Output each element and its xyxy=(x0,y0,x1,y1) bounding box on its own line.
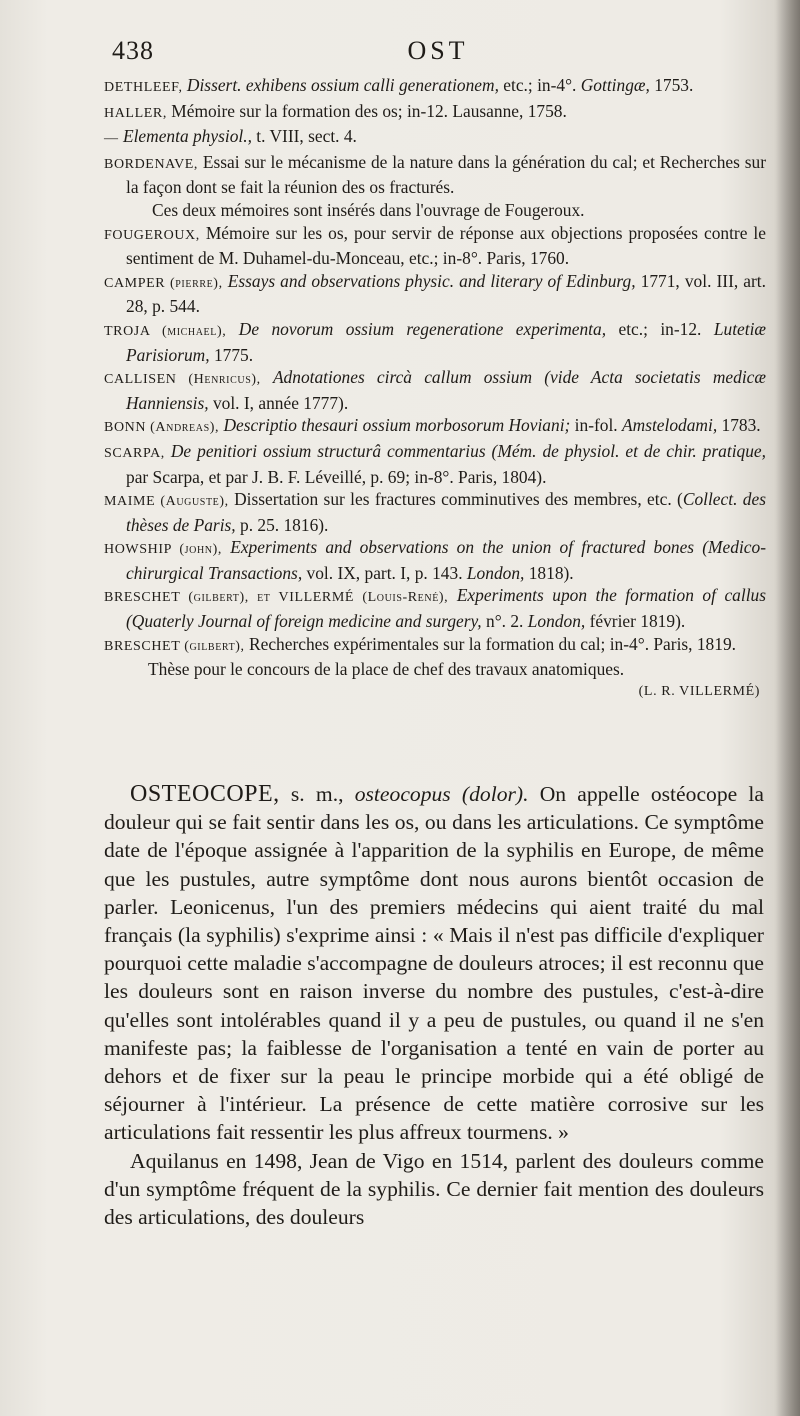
entry-details: Recherches expérimentales sur la formation du cal; in-4°. Paris, 1819. xyxy=(249,633,736,654)
entry-title: Experiments upon the formation of callus (Quaterly Journal of foreign medicine and surgery, xyxy=(126,585,766,632)
bibliography-entry xyxy=(104,536,766,584)
entry-title: De penitiori ossium structurâ commentarius (Mém. de physiol. et de chir. pratique, xyxy=(170,440,766,461)
entry-author: BRESCHET (gilbert), et VILLERMÉ (Louis-René), xyxy=(104,590,449,606)
entry-place: Collect. des thèses de Paris, xyxy=(126,489,766,535)
paragraph-text: On appelle ostéocope la douleur qui se fait sentir dans les os, ou dans les articulations. Ce symptôme date de l'époque assignée à l'apparition de la syphilis en Europe, de même que les pustules, autre symptôme dont nous aurons bientôt occasion de parler. Leonicenus, l'un des premiers médecins qui aient traité du mal français (la syphilis) s'exprime ainsi : « Mais il n'est pas difficile d'expliquer pourquoi cette maladie s'accompagne de douleurs atroces; il est reconnu que les douleurs sont en raison inverse du nombre des pustules, c'est-à-dire qu'elles sont intolérables quand il y a peu de pustules, ou quand il ne s'en manifeste pas; la faiblesse de l'organisation a tenté en vain de porter au dehors et de fixer sur la peau le principe morbide qui a été obligé de séjourner à l'intérieur. La présence de cette matière corrosive sur les articulations fait ressentir les plus affreux tourmens. » xyxy=(104,782,764,1145)
bibliography-entry xyxy=(104,74,766,100)
entry-author: — xyxy=(104,131,119,147)
latin-term: osteocopus (dolor). xyxy=(354,782,529,806)
entry-details: etc.; in-12. xyxy=(606,318,714,339)
headword: OSTEOCOPE, xyxy=(130,781,280,807)
bibliography-entry xyxy=(104,222,766,270)
entry-author: DETHLEEF, xyxy=(104,80,183,95)
bibliography-entry xyxy=(104,151,766,199)
entry-author: HALLER, xyxy=(104,105,167,121)
entry-place: Amstelodami, xyxy=(622,415,718,436)
entry-title: Essays and observations physic. and literary of Edinburg, xyxy=(227,270,636,291)
grammatical-note: s. m., xyxy=(279,782,355,806)
bibliography xyxy=(104,74,766,703)
entry-date: 1753. xyxy=(649,75,694,95)
article-paragraph xyxy=(104,780,764,1147)
entry-date: 1818). xyxy=(524,562,574,583)
article-paragraph xyxy=(104,1147,764,1232)
entry-author: MAIME (Auguste), xyxy=(104,494,229,510)
entry-author: CALLISEN (Henricus), xyxy=(104,372,261,388)
bibliography-entry xyxy=(104,318,766,366)
bibliography-entry xyxy=(104,414,766,440)
entry-details: 1771, vol. III, art. 28, p. 544. xyxy=(126,270,766,317)
entry-details: Mémoire sur la formation des os; in-12. Lausanne, 1758. xyxy=(171,100,567,121)
entry-title: Descriptio thesauri ossium morbosorum Hoviani; xyxy=(223,415,571,436)
page-gutter-shadow xyxy=(774,0,800,1416)
entry-author: TROJA (michael), xyxy=(104,323,227,339)
entry-details: vol. I, année 1777). xyxy=(208,392,349,413)
author-signature: (L. R. VILLERMÉ) xyxy=(638,683,760,699)
entry-place: Gottingæ, xyxy=(580,75,650,95)
running-head: OST xyxy=(407,36,469,65)
entry-title: Experiments and observations on the union of fractured bones (Medico-chirurgical Transactions, xyxy=(126,537,767,583)
entry-author: BONN (Andreas), xyxy=(104,420,220,436)
bibliography-entry xyxy=(104,366,766,414)
entry-title: De novorum ossium regeneratione experimenta, xyxy=(238,318,607,339)
thesis-note: Thèse pour le concours de la place de chef des travaux anatomiques. xyxy=(148,659,625,680)
entry-place: London, xyxy=(466,562,525,583)
entry-date: 1775. xyxy=(209,344,254,365)
entry-details: Dissertation sur les fractures comminutives des membres, etc. ( xyxy=(234,489,683,510)
bibliography-entry xyxy=(104,633,766,659)
entry-details: t. VIII, sect. 4. xyxy=(251,126,357,147)
entry-details: par Scarpa, et par J. B. F. Léveillé, p. 69; in-8°. Paris, 1804). xyxy=(126,466,547,487)
bibliography-entry xyxy=(104,100,766,126)
entry-details: in-fol. xyxy=(570,415,623,436)
entry-title: Dissert. exhibens ossium calli generationem, xyxy=(186,75,499,95)
entry-place: Lutetiæ Parisiorum, xyxy=(126,318,767,365)
entry-details: vol. IX, part. I, p. 143. xyxy=(302,562,467,583)
entry-details: n°. 2. xyxy=(481,611,528,632)
bibliography-entry xyxy=(104,584,766,632)
entry-place: London, xyxy=(527,611,586,632)
entry-date: février 1819). xyxy=(585,611,686,632)
entry-title: Elementa physiol., xyxy=(122,126,252,147)
entry-author: SCARPA, xyxy=(104,445,165,461)
bibliography-entry xyxy=(104,440,766,488)
article-osteocope xyxy=(104,780,764,1231)
entry-details: etc.; in-4°. xyxy=(498,75,581,95)
entry-details: Essai sur le mécanisme de la nature dans la génération du cal; et Recherches sur la façon dont se fait la réunion des os fracturés. xyxy=(126,151,766,198)
entry-author: HOWSHIP (john), xyxy=(104,542,222,558)
entry-date: 1783. xyxy=(717,415,761,436)
page-header xyxy=(112,36,764,72)
entry-author: CAMPER (pierre), xyxy=(104,275,223,291)
bibliography-entry xyxy=(104,488,766,536)
entry-details: Mémoire sur les os, pour servir de réponse aux objections proposées contre le sentiment de M. Duhamel-du-Monceau, etc.; in-8°. Paris, 1760. xyxy=(126,222,766,269)
bibliography-entry xyxy=(104,270,766,318)
entry-author: FOUGEROUX, xyxy=(104,227,200,243)
entry-date: p. 25. 1816). xyxy=(235,514,329,535)
entry-author: BRESCHET (gilbert), xyxy=(104,638,245,654)
bibliography-entry xyxy=(104,125,766,151)
paragraph-text: Aquilanus en 1498, Jean de Vigo en 1514, parlent des douleurs comme d'un symptôme fréquent de la syphilis. Ce dernier fait mention des douleurs des articulations, des douleurs xyxy=(104,1148,764,1230)
entry-author: BORDENAVE, xyxy=(104,156,199,172)
entry-title: Adnotationes circà callum ossium (vide Acta societatis medicæ Hanniensis, xyxy=(126,367,766,413)
page-number: 438 xyxy=(112,36,154,65)
bibliography-note: Ces deux mémoires sont insérés dans l'ouvrage de Fougeroux. xyxy=(152,199,585,220)
